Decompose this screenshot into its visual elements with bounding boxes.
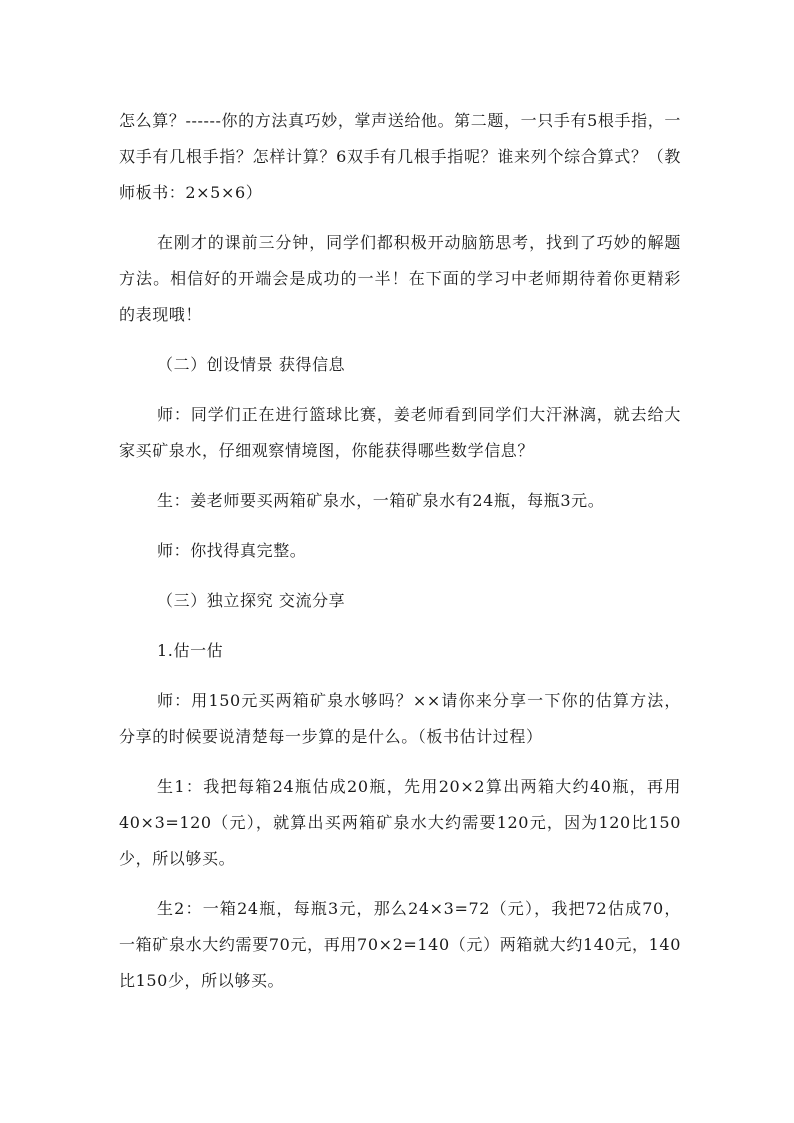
- paragraph-student-one-answer: 生1：我把每箱24瓶估成20瓶，先用20×2算出两箱大约40瓶，再用40×3=120（元），就算出买两箱矿泉水大约需要120元，因为120比150少，所以够买。: [119, 777, 681, 868]
- document-body: [119, 103, 681, 999]
- paragraph-opening-question: 怎么算？------你的方法真巧妙，掌声送给他。第二题，一只手有5根手指，一双手有几根手指？怎样计算？6双手有几根手指呢？谁来列个综合算式？（教师板书：2×5×6）: [119, 111, 681, 202]
- paragraph-teacher-complete: 师：你找得真完整。: [157, 541, 307, 560]
- paragraph-teacher-scenario: 师：同学们正在进行篮球比赛，姜老师看到同学们大汗淋漓，就去给大家买矿泉水，仔细观察情境图，你能获得哪些数学信息？: [119, 405, 681, 460]
- subheading-estimate: 1.估一估: [157, 641, 224, 660]
- section-heading-explore: （三）独立探究 交流分享: [157, 591, 346, 610]
- paragraph-student-info: 生：姜老师要买两箱矿泉水，一箱矿泉水有24瓶，每瓶3元。: [157, 491, 605, 510]
- paragraph-student-two-answer: 生2：一箱24瓶，每瓶3元，那么24×3=72（元），我把72估成70，一箱矿泉水大约需要70元，再用70×2=140（元）两箱就大约140元，140比150少，所以够买。: [119, 899, 681, 990]
- section-heading-scenario: （二）创设情景 获得信息: [157, 355, 346, 374]
- paragraph-teacher-estimate-question: 师：用150元买两箱矿泉水够吗？××请你来分享一下你的估算方法，分享的时候要说清楚每一步算的是什么。（板书估计过程）: [119, 691, 681, 746]
- paragraph-teacher-praise: 在刚才的课前三分钟，同学们都积极开动脑筋思考，找到了巧妙的解题方法。相信好的开端会是成功的一半！在下面的学习中老师期待着你更精彩的表现哦！: [119, 233, 681, 324]
